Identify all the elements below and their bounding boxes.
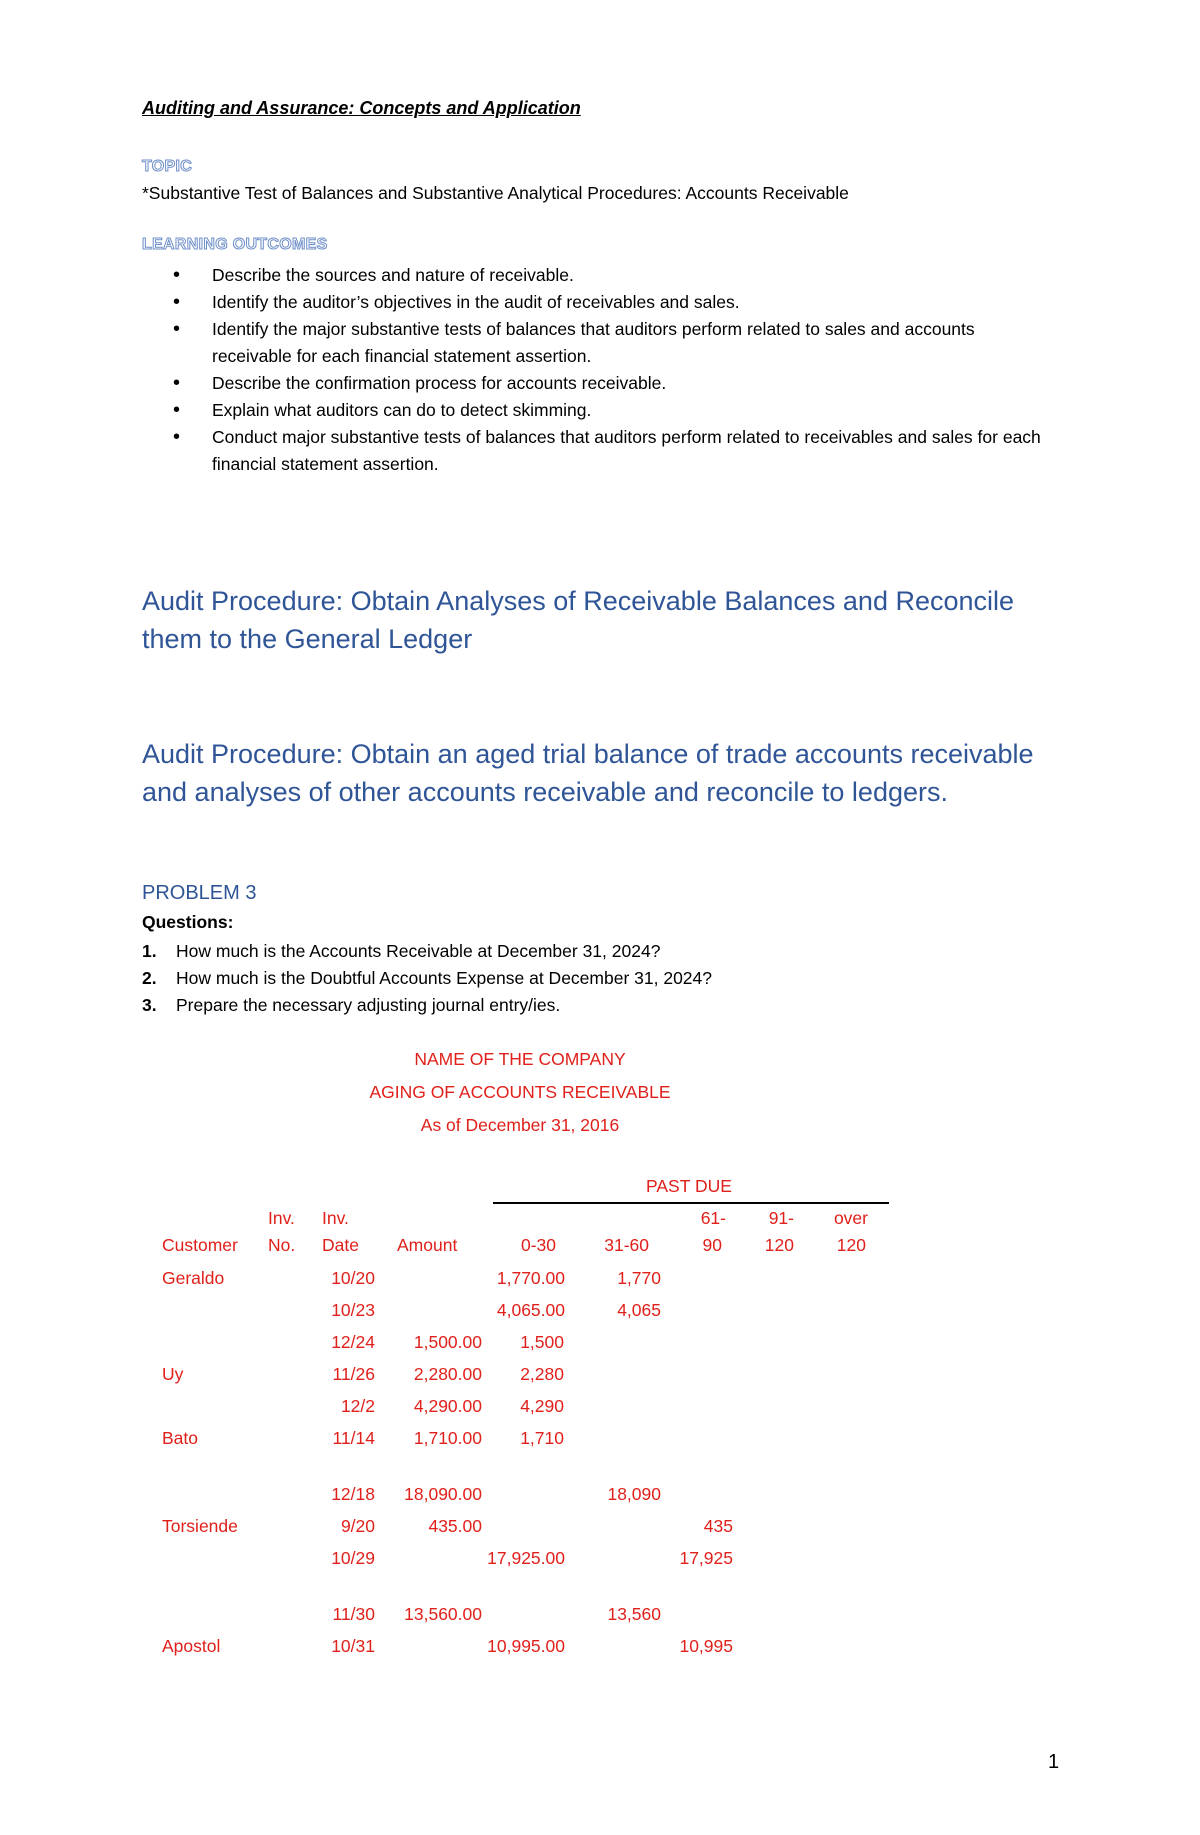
invoice-date-cell: 12/18	[331, 1484, 375, 1504]
question-text: Prepare the necessary adjusting journal entry/ies.	[176, 995, 561, 1015]
amount-cell: 1,770.00	[496, 1268, 565, 1288]
topic-text: *Substantive Test of Balances and Substantive Analytical Procedures: Accounts Receivable	[142, 183, 849, 203]
header-customer: Customer	[162, 1235, 238, 1255]
invoice-date-cell: 10/23	[331, 1300, 375, 1320]
bucket-61-90-cell: 17,925	[679, 1548, 733, 1568]
amount-cell: 4,290.00	[413, 1396, 482, 1416]
bucket-31-60-cell: 4,065	[617, 1300, 661, 1320]
topic-heading: TOPIC	[142, 158, 193, 175]
list-item: • Describe the confirmation process for accounts receivable.	[142, 370, 1042, 397]
aging-date: As of December 31, 2016	[420, 1115, 620, 1135]
header-over-120: 120	[836, 1235, 866, 1255]
customer-cell: Uy	[162, 1364, 184, 1384]
list-item: • Describe the sources and nature of receivable.	[142, 262, 1042, 289]
invoice-date-cell: 11/14	[332, 1428, 375, 1448]
invoice-date-cell: 9/20	[340, 1516, 375, 1536]
learning-outcomes-heading: LEARNING OUTCOMES	[142, 236, 328, 253]
header-31-60: 31-60	[604, 1235, 649, 1255]
header-61-90: 61-	[700, 1208, 726, 1228]
header-over-120: over	[833, 1208, 868, 1228]
document-title: Auditing and Assurance: Concepts and Application	[142, 98, 581, 118]
question-number: 1.	[142, 941, 157, 961]
learning-outcomes-list	[142, 262, 1042, 478]
amount-cell: 435.00	[428, 1516, 482, 1536]
customer-cell: Apostol	[162, 1636, 221, 1656]
invoice-date-cell: 12/2	[340, 1396, 375, 1416]
header-61-90: 90	[702, 1235, 722, 1255]
list-item: • Conduct major substantive tests of balances that auditors perform related to receivables and sales for each financial statement assertion.	[142, 424, 1042, 478]
page-number: 1	[1048, 1751, 1060, 1773]
amount-cell: 1,500.00	[413, 1332, 482, 1352]
list-item	[142, 938, 712, 965]
list-item: • Identify the auditor’s objectives in the audit of receivables and sales.	[142, 289, 1042, 316]
company-name: NAME OF THE COMPANY	[414, 1049, 626, 1069]
questions-label: Questions:	[142, 912, 234, 932]
header-inv-no: Inv.	[268, 1208, 295, 1228]
amount-cell: 10,995.00	[487, 1636, 565, 1656]
problem-title: PROBLEM 3	[142, 882, 257, 904]
invoice-date-cell: 12/24	[331, 1332, 375, 1352]
question-number: 2.	[142, 968, 157, 988]
bucket-0-30-cell: 2,280	[520, 1364, 564, 1384]
customer-cell: Geraldo	[162, 1268, 225, 1288]
header-91-120: 120	[764, 1235, 794, 1255]
bucket-61-90-cell: 10,995	[679, 1636, 733, 1656]
questions-list	[142, 938, 712, 1019]
invoice-date-cell: 10/20	[331, 1268, 375, 1288]
bucket-0-30-cell: 1,710	[520, 1428, 564, 1448]
bucket-31-60-cell: 13,560	[607, 1604, 661, 1624]
question-text: How much is the Accounts Receivable at December 31, 2024?	[176, 941, 661, 961]
customer-cell: Bato	[162, 1428, 198, 1448]
invoice-date-cell: 11/26	[332, 1364, 375, 1384]
header-91-120: 91-	[768, 1208, 794, 1228]
amount-cell: 18,090.00	[404, 1484, 482, 1504]
list-item: • Explain what auditors can do to detect skimming.	[142, 397, 1042, 424]
header-0-30: 0-30	[520, 1235, 556, 1255]
bucket-31-60-cell: 1,770	[617, 1268, 661, 1288]
header-inv-date: Inv.	[322, 1208, 349, 1228]
bucket-0-30-cell: 1,500	[520, 1332, 564, 1352]
audit-procedure-heading-1: Audit Procedure: Obtain Analyses of Receivable Balances and Reconcile them to the General Ledger	[142, 586, 1015, 654]
amount-cell: 1,710.00	[413, 1428, 482, 1448]
customer-cell: Torsiende	[162, 1516, 238, 1536]
invoice-date-cell: 10/29	[331, 1548, 375, 1568]
audit-procedure-heading-2: Audit Procedure: Obtain an aged trial balance of trade accounts receivable and analyses of other accounts receivable and reconcile to ledgers.	[142, 739, 1034, 807]
aging-title: AGING OF ACCOUNTS RECEIVABLE	[369, 1082, 671, 1102]
invoice-date-cell: 10/31	[331, 1636, 375, 1656]
invoice-date-cell: 11/30	[332, 1604, 375, 1624]
header-amount: Amount	[397, 1235, 458, 1255]
amount-cell: 13,560.00	[404, 1604, 482, 1624]
question-text: How much is the Doubtful Accounts Expense at December 31, 2024?	[176, 968, 712, 988]
amount-cell: 2,280.00	[413, 1364, 482, 1384]
bucket-61-90-cell: 435	[703, 1516, 733, 1536]
past-due-label: PAST DUE	[646, 1176, 732, 1196]
past-due-rule	[493, 1202, 889, 1204]
amount-cell: 17,925.00	[487, 1548, 565, 1568]
bucket-0-30-cell: 4,290	[520, 1396, 564, 1416]
header-inv-no: No.	[268, 1235, 296, 1255]
bucket-31-60-cell: 18,090	[607, 1484, 661, 1504]
list-item	[142, 965, 712, 992]
list-item	[142, 992, 712, 1019]
header-inv-date: Date	[322, 1235, 359, 1255]
amount-cell: 4,065.00	[496, 1300, 565, 1320]
question-number: 3.	[142, 995, 157, 1015]
list-item: • Identify the major substantive tests of balances that auditors perform related to sales and accounts receivable for each financial statement assertion.	[142, 316, 1042, 370]
